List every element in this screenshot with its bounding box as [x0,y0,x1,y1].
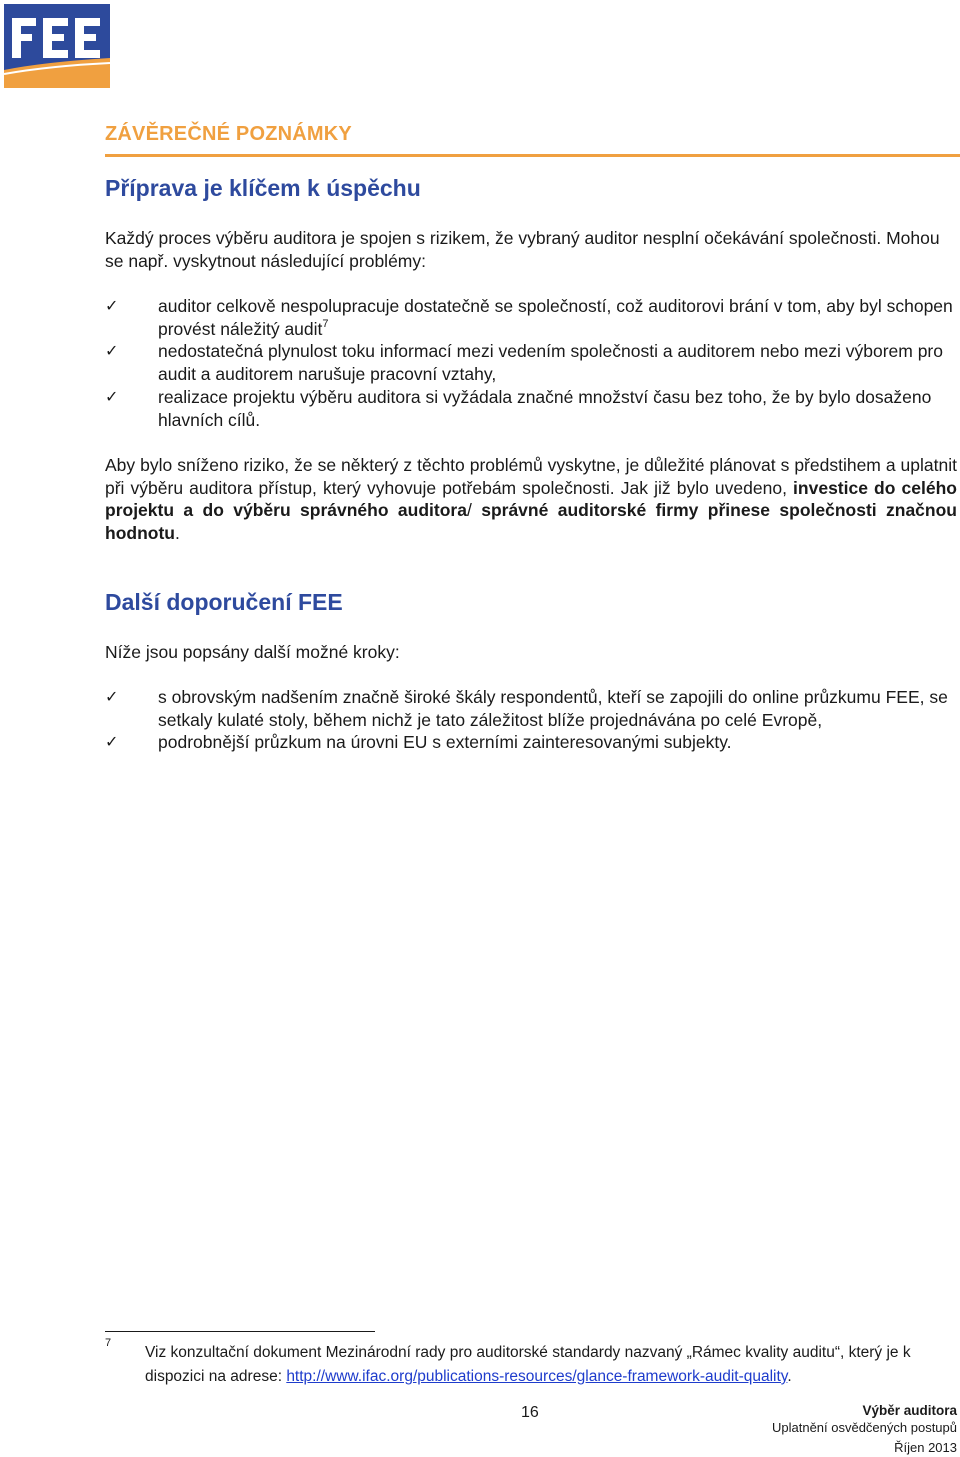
section-divider [105,154,960,157]
check-icon: ✓ [105,732,119,752]
list-item [105,295,960,340]
check-icon: ✓ [105,386,119,406]
footer-subtitle: Uplatnění osvědčených postupů [771,1420,957,1435]
footnote-ref: 7 [322,317,329,330]
conclusion-text: Aby bylo sníženo riziko, že se některý z těchto problémů vyskytne, je důležité plánovat s předstihem a uplatnit při výběru auditora přístup, který vyhovuje potřebám společnosti. Jak již bylo uvedeno, [105,455,957,498]
conclusion-bold: investice do celého projektu a do výběru správného auditora [105,477,957,521]
footnote-end: . [787,1368,792,1385]
steps-list [105,686,960,754]
section-label: ZÁVĚREČNÉ POZNÁMKY [105,123,352,145]
list-item [105,386,960,431]
check-icon: ✓ [105,341,119,361]
check-icon: ✓ [105,687,119,706]
fee-logo-graphic [4,4,110,88]
footer-title: Výběr auditora [862,1403,957,1418]
fee-logo [4,4,110,88]
list-item-text: s obrovským nadšením značně široké škály respondentů, kteří se zapojili do online průzkumu FEE, se setkaly kulaté stoly, během nichž je tato záležitost blíže projednávána po celé Evropě, [158,687,948,730]
footnote-body: Viz konzultační dokument Mezinárodní rady pro auditorské standardy nazvaný „Rámec kvality auditu“, který je k dispozici na adrese: [145,1344,911,1385]
intro-paragraph: Každý proces výběru auditora je spojen s rizikem, že vybraný auditor nesplní očekávání společnosti. Mohou se např. vyskytnout následující problémy: [105,228,940,271]
check-icon: ✓ [105,296,119,315]
list-item-text: podrobnější průzkum na úrovni EU s externími zainteresovanými subjekty. [158,732,732,753]
list-item-text: realizace projektu výběru auditora si vyžádala značné množství času bez toho, že by bylo dosaženo hlavních cílů. [158,386,932,430]
conclusion-bold-2: správné auditorské firmy přinese společnosti značnou hodnotu [105,500,957,544]
conclusion-slash: / [466,500,482,521]
problems-list [105,295,960,431]
footnote-number: 7 [105,1337,112,1349]
list-item [105,686,960,731]
heading-recommendations: Další doporučení FEE [105,589,343,615]
conclusion-end: . [174,523,180,544]
heading-preparation: Příprava je klíčem k úspěchu [105,175,421,201]
list-item [105,340,960,385]
footnote-text [145,1341,955,1389]
footer-doc-title [772,1402,957,1436]
steps-intro: Níže jsou popsány další možné kroky: [105,642,400,662]
footer-date: Říjen 2013 [894,1440,957,1455]
footnote-link[interactable]: http://www.ifac.org/publications-resources/glance-framework-audit-quality [286,1368,788,1385]
list-item-text: auditor celkově nespolupracuje dostatečně se společností, což auditorovi brání v tom, aby byl schopen provést náležitý audit [158,296,953,339]
conclusion-paragraph [105,454,957,545]
page-number: 16 [521,1404,539,1421]
list-item [105,731,960,754]
list-item-text: nedostatečná plynulost toku informací mezi vedením společnosti a auditorem nebo mezi výborem pro audit a auditorem narušuje pracovní vztahy, [158,341,943,385]
footnote-divider [105,1331,375,1332]
